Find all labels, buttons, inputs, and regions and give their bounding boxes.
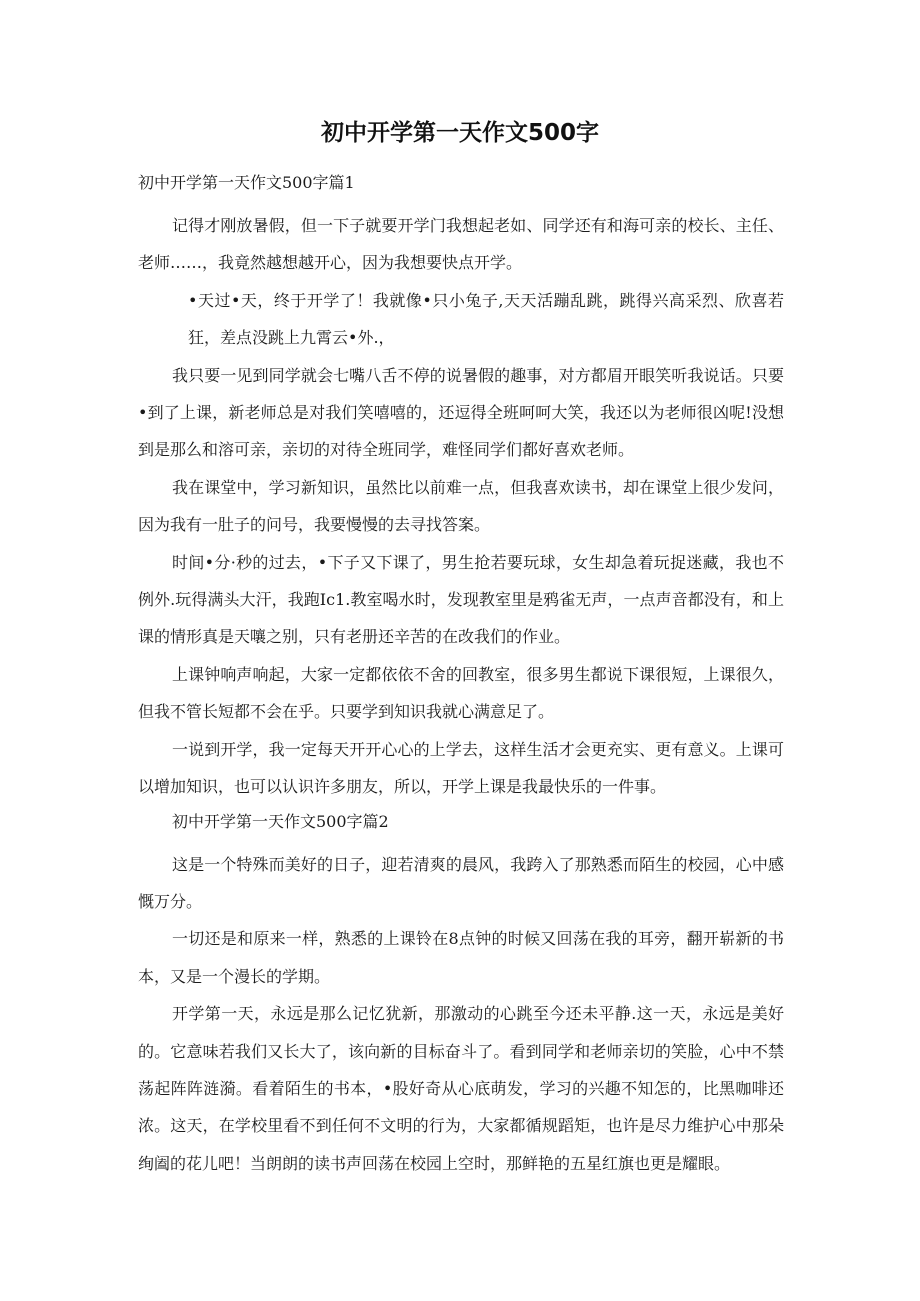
section-heading-1: 初中开学第一天作文500字篇1 xyxy=(138,173,355,192)
paragraph: 记得才刚放暑假，但一下子就要开学门我想起老如、同学还有和海可亲的校长、主任、老师……，我竟然越想越开心，因为我想要快点开学。 xyxy=(138,216,784,273)
paragraph: 我在课堂中，学习新知识，虽然比以前难一点，但我喜欢读书，却在课堂上很少发问，因为我有一肚子的问号，我要慢慢的去寻找答案。 xyxy=(138,477,784,535)
page-title: 初中开学第一天作文500字 xyxy=(320,120,599,146)
paragraph: 时间•分·秒的过去，•下子又下课了，男生抢若要玩球，女生却急着玩捉迷藏，我也不例外.玩得满头大汗，我跑Ic1.教室喝水时，发现教室里是鸦雀无声，一点声音都没有，和上课的情形真是天嚷之别，只有老册还辛苦的在改我们的作业。 xyxy=(138,552,784,647)
paragraph: 上课钟响声响起，大家一定都依依不舍的回教室，很多男生都说下课很短，上课很久，但我不管长短都不会在乎。只要学到知识我就心满意足了。 xyxy=(138,664,784,722)
paragraph: 一说到开学，我一定每天开开心心的上学去，这样生活才会更充实、更有意义。上课可以增加知识，也可以认识许多朋友，所以，开学上课是我最快乐的一件事。 xyxy=(138,739,784,797)
paragraph: 这是一个特殊而美好的日子，迎若清爽的晨风，我跨入了那熟悉而陌生的校园，心中感慨万分。 xyxy=(138,854,784,911)
paragraph: 我只要一见到同学就会七嘴八舌不停的说暑假的趣事，对方都眉开眼笑听我说话。只要•到了上课，新老师总是对我们笑嘻嘻的，还逗得全班呵呵大笑，我还以为老师很凶呢!没想到是那么和溶可亲，亲切的对待全班同学，难怪同学们都好喜欢老师。 xyxy=(138,365,784,460)
section-heading-2: 初中开学第一天作文500字篇2 xyxy=(172,811,389,831)
paragraph: •天过•天，终于开学了！我就像•只小兔子,天天活蹦乱跳，跳得兴高采烈、欣喜若狂，差点没跳上九霄云•外.， xyxy=(188,290,784,348)
article-body xyxy=(138,171,784,1182)
paragraph: 开学第一天，永远是那么记忆犹新，那激动的心跳至今还未平静.这一天，永远是美好的。它意味若我们又长大了，该向新的目标奋斗了。看到同学和老师亲切的笑脸，心中不禁荡起阵阵涟漪。看着陌生的书本，•股好奇从心底萌发，学习的兴趣不知怎的，比黑咖啡还浓。这天，在学校里看不到任何不文明的行为，大家都循规蹈矩，也许是尽力维护心中那朵绚阖的花儿吧！当朗朗的读书声回荡在校园上空时，那鲜艳的五星红旗也更是耀眼。 xyxy=(138,1004,784,1173)
paragraph: 一切还是和原来一样，熟悉的上课铃在8点钟的时候又回荡在我的耳旁，翻开崭新的书本，又是一个漫长的学期。 xyxy=(138,929,784,986)
